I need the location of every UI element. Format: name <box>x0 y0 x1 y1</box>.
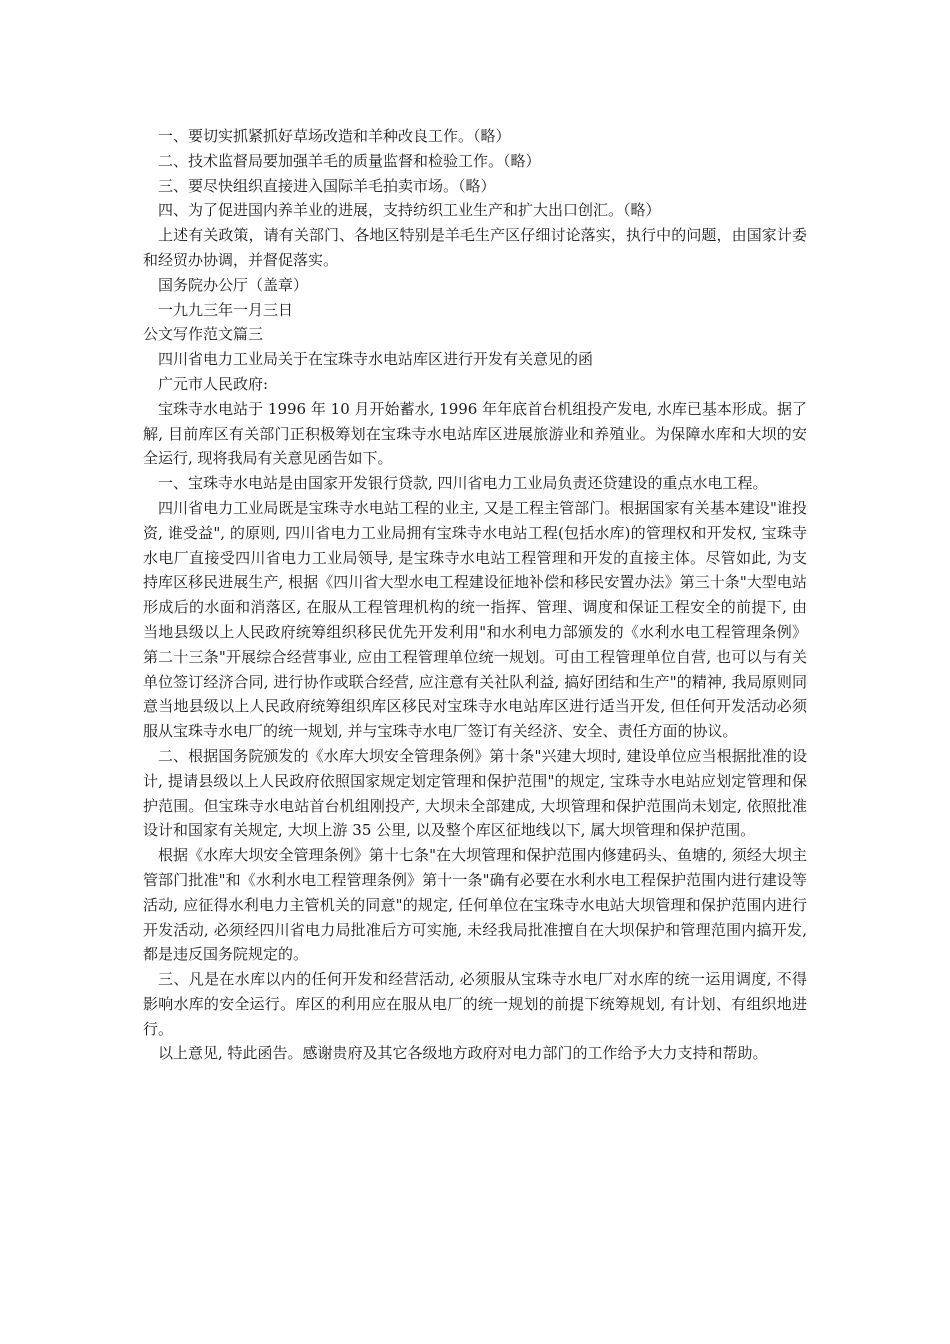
paragraph-intro: 宝珠寺水电站于 1996 年 10 月开始蓄水, 1996 年年底首台机组投产发电, 水库已基本形成。据了解, 目前库区有关部门正积极筹划在宝珠寺水电站库区进展旅游业和养殖业。为保障水库和大坝的安全运行, 现将我局有关意见函告如下。 <box>143 399 807 468</box>
letter-recipient: 广元市人民政府: <box>158 374 269 393</box>
paragraph-policy-2: 二、技术监督局要加强羊毛的质量监督和检验工作。（略） <box>158 151 541 170</box>
paragraph-regulations: 根据《水库大坝安全管理条例》第十七条"在大坝管理和保护范围内修建码头、鱼塘的, 须经大坝主管部门批准"和《水利水电工程管理条例》第十一条"确有必要在水利水电工程保护范围内进行建设等活动, 应征得水利电力主管机关的同意"的规定, 任何单位在宝珠寺水电站大坝管理和保护范围内进行开发活动, 必须经四川省电力局批准后方可实施, 未经我局批准擅自在大坝保护和管理范围内搞开发, 都是违反国务院规定的。 <box>143 846 807 964</box>
issuer-signature: 国务院办公厅（盖章） <box>158 275 309 294</box>
section-heading: 公文写作范文篇三 <box>143 325 264 344</box>
document-body <box>143 124 807 1066</box>
paragraph-policy-4: 四、为了促进国内养羊业的进展，支持纺织工业生产和扩大出口创汇。（略） <box>158 201 661 220</box>
paragraph-ownership: 四川省电力工业局既是宝珠寺水电站工程的业主, 又是工程主管部门。根据国家有关基本建设"谁投资, 谁受益", 的原则, 四川省电力工业局拥有宝珠寺水电站工程(包括水库)的管理权和开发权, 宝珠寺水电厂直接受四川省电力工业局领导, 是宝珠寺水电站工程管理和开发的直接主体。尽管如此, 为支持库区移民进展生产, 根据《四川省大型水电工程建设征地补偿和移民安置办法》第三十条"大型电站形成后的水面和消落区, 在服从工程管理机构的统一指挥、管理、调度和保证工程安全的前提下, 由当地县级以上人民政府统筹组织移民优先开发利用"和水利电力部颁发的《水利水电工程管理条例》第二十三条"开展综合经营事业, 应由工程管理单位统一规划。可由工程管理单位自营, 也可以与有关单位签订经济合同, 进行协作或联合经营, 应注意有关社队利益, 搞好团结和生产"的精神, 我局原则同意当地县级以上人民政府统筹组织库区移民对宝珠寺水电站库区进行适当开发, 但任何开发活动必须服从宝珠寺水电厂的统一规划, 并与宝珠寺水电厂签订有关经济、安全、责任方面的协议。 <box>143 498 807 741</box>
paragraph-implementation: 上述有关政策，请有关部门、各地区特别是羊毛生产区仔细讨论落实，执行中的问题，由国家计委和经贸办协调，并督促落实。 <box>143 226 807 269</box>
paragraph-point-3: 三、凡是在水库以内的任何开发和经营活动, 必须服从宝珠寺水电厂对水库的统一运用调度, 不得影响水库的安全运行。库区的利用应在服从电厂的统一规划的前提下统筹规划, 有计划、有组织地进行。 <box>143 970 807 1038</box>
paragraph-point-2: 二、根据国务院颁发的《水库大坝安全管理条例》第十条"兴建大坝时, 建设单位应当根据批准的设计, 提请县级以上人民政府依照国家规定划定管理和保护范围"的规定, 宝珠寺水电站应划定管理和保护范围。但宝珠寺水电站首台机组刚投产, 大坝未全部建成, 大坝管理和保护范围尚未划定, 依照批准设计和国家有关规定, 大坝上游 35 公里, 以及整个库区征地线以下, 属大坝管理和保护范围。 <box>143 746 807 840</box>
paragraph-point-1: 一、宝珠寺水电站是由国家开发银行贷款, 四川省电力工业局负责还贷建设的重点水电工程。 <box>158 474 768 493</box>
paragraph-closing: 以上意见, 特此函告。感谢贵府及其它各级地方政府对电力部门的工作给予大力支持和帮助。 <box>158 1044 768 1063</box>
issue-date: 一九九三年一月三日 <box>158 300 294 319</box>
paragraph-policy-3: 三、要尽快组织直接进入国际羊毛拍卖市场。（略） <box>158 176 496 195</box>
letter-title: 四川省电力工业局关于在宝珠寺水电站库区进行开发有关意见的函 <box>158 350 594 369</box>
paragraph-policy-1: 一、要切实抓紧抓好草场改造和羊种改良工作。（略） <box>158 127 511 145</box>
